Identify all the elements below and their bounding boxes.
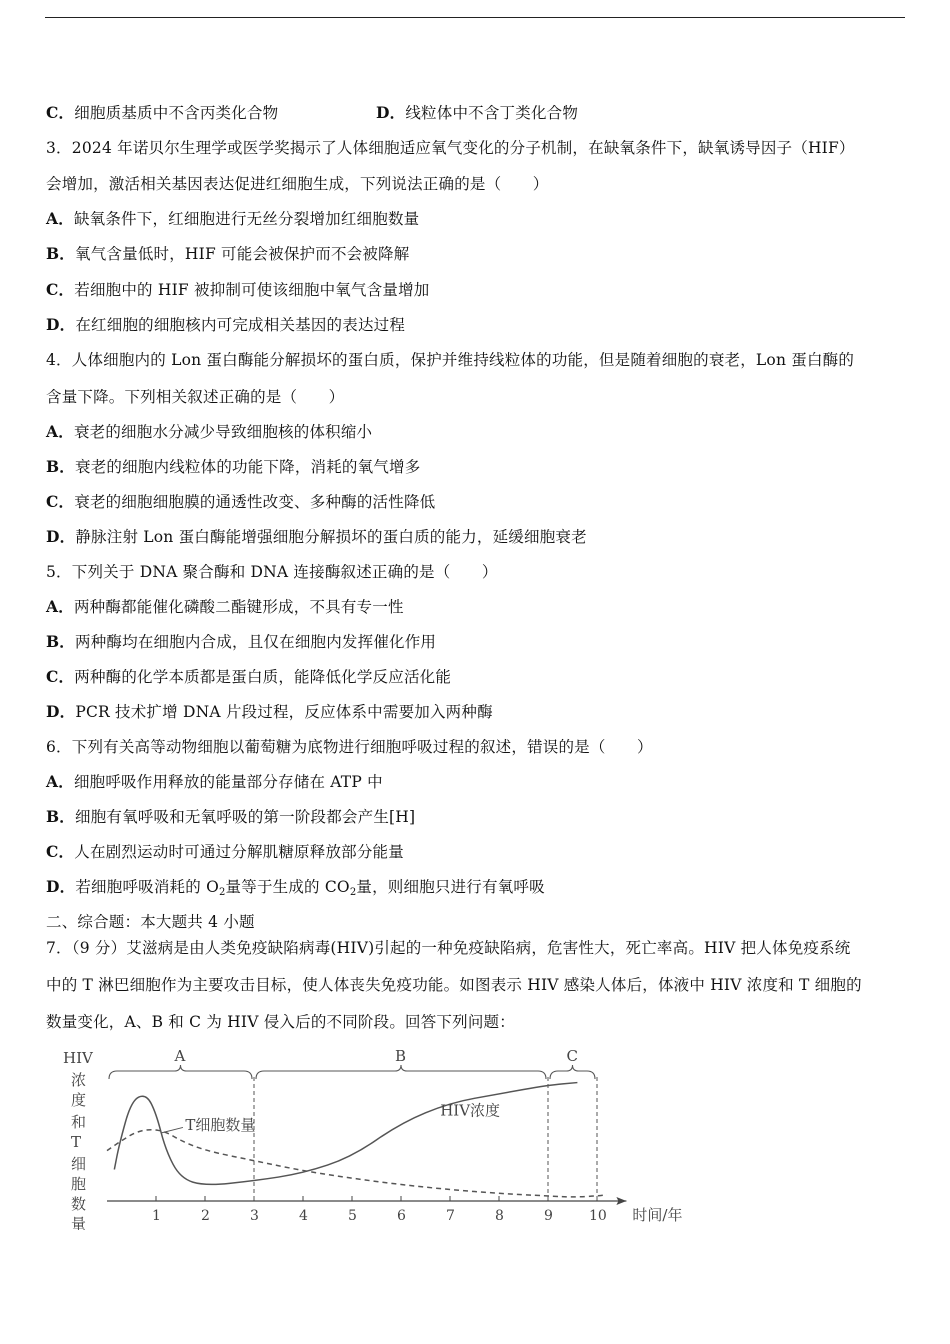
q5-option-c bbox=[46, 667, 451, 687]
series-line-t-cell-count bbox=[107, 1130, 607, 1197]
q4-option-a-label: A． bbox=[46, 422, 74, 441]
x-tick-label-5: 5 bbox=[348, 1208, 357, 1224]
q2-option-c-label: C． bbox=[46, 103, 75, 122]
q4-option-d-label: D． bbox=[46, 527, 76, 546]
annotation-t-cell-count: T细胞数量 bbox=[185, 1115, 256, 1134]
q7-stem-line-2: 中的 T 淋巴细胞作为主要攻击目标，使人体丧失免疫功能。如图表示 HIV 感染人体后，体液中 HIV 浓度和 T 细胞的 bbox=[46, 976, 862, 994]
header-rule bbox=[45, 17, 905, 18]
q6-option-a bbox=[46, 772, 383, 792]
q5-option-d-label: D． bbox=[46, 702, 76, 721]
q4-option-b-text: 衰老的细胞内线粒体的功能下降，消耗的氧气增多 bbox=[75, 458, 421, 476]
q2-option-d-text: 线粒体中不含丁类化合物 bbox=[405, 104, 579, 122]
y-axis-label-char-7: 数 bbox=[71, 1195, 87, 1213]
q4-option-c-text: 衰老的细胞细胞膜的通透性改变、多种酶的活性降低 bbox=[74, 493, 436, 511]
stage-label-A: A bbox=[174, 1047, 186, 1065]
q5-option-a bbox=[46, 597, 404, 617]
q3-option-b bbox=[46, 244, 409, 264]
y-axis-label-char-1: 浓 bbox=[71, 1071, 87, 1089]
annotation-leader-t-cell bbox=[161, 1127, 183, 1133]
q4-option-c bbox=[46, 492, 435, 512]
q6-option-b-text: 细胞有氧呼吸和无氧呼吸的第一阶段都会产生[H] bbox=[75, 808, 416, 826]
q3-option-c-label: C． bbox=[46, 280, 75, 299]
x-tick-label-1: 1 bbox=[152, 1208, 161, 1224]
q6-option-a-label: A． bbox=[46, 772, 74, 791]
q4-stem-line-1: 4．人体细胞内的 Lon 蛋白酶能分解损坏的蛋白质，保护并维持线粒体的功能，但是随着细胞的衰老，Lon 蛋白酶的 bbox=[46, 351, 855, 369]
q3-option-d bbox=[46, 315, 405, 335]
x-axis-label: 时间/年 bbox=[632, 1206, 683, 1224]
q5-option-d-text: PCR 技术扩增 DNA 片段过程，反应体系中需要加入两种酶 bbox=[75, 703, 493, 721]
y-axis-label-char-2: 度 bbox=[71, 1091, 87, 1109]
y-axis-label-char-3: 和 bbox=[71, 1113, 87, 1131]
q6-option-c-label: C． bbox=[46, 842, 75, 861]
q6-option-d-label: D． bbox=[46, 877, 76, 896]
q3-option-c bbox=[46, 280, 430, 300]
q3-option-b-label: B． bbox=[46, 244, 76, 263]
q4-option-a-text: 衰老的细胞水分减少导致细胞核的体积缩小 bbox=[73, 423, 373, 441]
hiv-chart bbox=[55, 1045, 695, 1230]
x-tick-label-6: 6 bbox=[397, 1208, 406, 1224]
q3-option-b-text: 氧气含量低时，HIF 可能会被保护而不会被降解 bbox=[75, 245, 410, 263]
q6-stem: 6．下列有关高等动物细胞以葡萄糖为底物进行细胞呼吸过程的叙述，错误的是（ ） bbox=[46, 738, 653, 756]
q4-option-c-label: C． bbox=[46, 492, 75, 511]
q5-option-d bbox=[46, 702, 493, 722]
q6-option-b bbox=[46, 807, 415, 827]
q4-option-b-label: B． bbox=[46, 457, 76, 476]
q6-option-d-sub-2: 2 bbox=[349, 887, 357, 898]
q4-stem-line-2: 含量下降。下列相关叙述正确的是（ ） bbox=[46, 388, 345, 406]
q5-option-a-text: 两种酶都能催化磷酸二酯键形成，不具有专一性 bbox=[73, 598, 404, 616]
q6-option-d-text-1: 若细胞呼吸消耗的 O bbox=[75, 878, 219, 896]
q2-options-line bbox=[46, 103, 579, 123]
q5-option-b-label: B． bbox=[46, 632, 76, 651]
q6-option-d-text-3: 量，则细胞只进行有氧呼吸 bbox=[356, 878, 545, 896]
q5-option-b-text: 两种酶均在细胞内合成，且仅在细胞内发挥催化作用 bbox=[75, 633, 437, 651]
q6-option-a-text: 细胞呼吸作用释放的能量部分存储在 ATP 中 bbox=[73, 773, 383, 791]
q4-option-d bbox=[46, 527, 587, 547]
stage-brace-C bbox=[550, 1065, 595, 1079]
stage-brace-A bbox=[109, 1065, 252, 1079]
x-tick-label-7: 7 bbox=[446, 1208, 455, 1224]
hiv-chart-svg bbox=[55, 1045, 695, 1230]
q3-stem-line-2: 会增加，激活相关基因表达促进红细胞生成，下列说法正确的是（ ） bbox=[46, 175, 549, 193]
stage-label-B: B bbox=[395, 1047, 407, 1065]
q7-stem-line-1: 7．（9 分）艾滋病是由人类免疫缺陷病毒(HIV)引起的一种免疫缺陷病，危害性大，死亡率高。HIV 把人体免疫系统 bbox=[46, 939, 851, 957]
q5-option-b bbox=[46, 632, 436, 652]
q3-option-a bbox=[46, 209, 419, 229]
q7-stem-line-3: 数量变化，A、B 和 C 为 HIV 侵入后的不同阶段。回答下列问题： bbox=[46, 1013, 515, 1031]
x-tick-label-2: 2 bbox=[201, 1208, 210, 1224]
x-tick-label-8: 8 bbox=[495, 1208, 504, 1224]
q5-option-c-label: C． bbox=[46, 667, 75, 686]
q2-option-d-label: D． bbox=[376, 103, 406, 122]
q2-option-c-text: 细胞质基质中不含丙类化合物 bbox=[74, 104, 279, 122]
q6-option-d-text-2: 量等于生成的 CO bbox=[225, 878, 350, 896]
q4-option-b bbox=[46, 457, 420, 477]
y-axis-label-char-0: HIV bbox=[63, 1049, 93, 1067]
q5-option-c-text: 两种酶的化学本质都是蛋白质，能降低化学反应活化能 bbox=[74, 668, 452, 686]
q6-option-b-label: B． bbox=[46, 807, 76, 826]
q3-option-d-text: 在红细胞的细胞核内可完成相关基因的表达过程 bbox=[75, 316, 406, 334]
q3-option-a-label: A． bbox=[46, 209, 74, 228]
y-axis-label-char-8: 量 bbox=[71, 1215, 87, 1230]
q3-option-d-label: D． bbox=[46, 315, 76, 334]
q3-stem-line-1: 3．2024 年诺贝尔生理学或医学奖揭示了人体细胞适应氧气变化的分子机制，在缺氧条件下，缺氧诱导因子（HIF） bbox=[46, 139, 855, 157]
q6-option-d bbox=[46, 877, 545, 897]
y-axis-label-char-6: 胞 bbox=[71, 1175, 87, 1193]
q5-option-a-label: A． bbox=[46, 597, 74, 616]
q3-option-c-text: 若细胞中的 HIF 被抑制可使该细胞中氧气含量增加 bbox=[74, 281, 430, 299]
x-tick-label-3: 3 bbox=[250, 1208, 259, 1224]
q6-option-d-sub-1: 2 bbox=[218, 887, 226, 898]
q6-option-c bbox=[46, 842, 404, 862]
q2-option-d bbox=[376, 103, 578, 123]
annotation-hiv-concentration: HIV浓度 bbox=[440, 1101, 501, 1120]
stage-label-C: C bbox=[566, 1047, 578, 1065]
stage-brace-B bbox=[256, 1065, 546, 1079]
q5-stem: 5．下列关于 DNA 聚合酶和 DNA 连接酶叙述正确的是（ ） bbox=[46, 563, 498, 581]
series-line-hiv-concentration bbox=[114, 1083, 577, 1185]
q4-option-a bbox=[46, 422, 372, 442]
x-tick-label-4: 4 bbox=[299, 1208, 308, 1224]
q6-option-c-text: 人在剧烈运动时可通过分解肌糖原释放部分能量 bbox=[74, 843, 404, 861]
section2-heading: 二、综合题：本大题共 4 小题 bbox=[46, 913, 255, 931]
q4-option-d-text: 静脉注射 Lon 蛋白酶能增强细胞分解损坏的蛋白质的能力，延缓细胞衰老 bbox=[75, 528, 587, 546]
q3-option-a-text: 缺氧条件下，红细胞进行无丝分裂增加红细胞数量 bbox=[73, 210, 420, 228]
x-tick-label-10: 10 bbox=[589, 1208, 607, 1224]
y-axis-label-char-5: 细 bbox=[71, 1155, 87, 1173]
x-tick-label-9: 9 bbox=[544, 1208, 553, 1224]
y-axis-label-char-4: T bbox=[71, 1133, 82, 1151]
